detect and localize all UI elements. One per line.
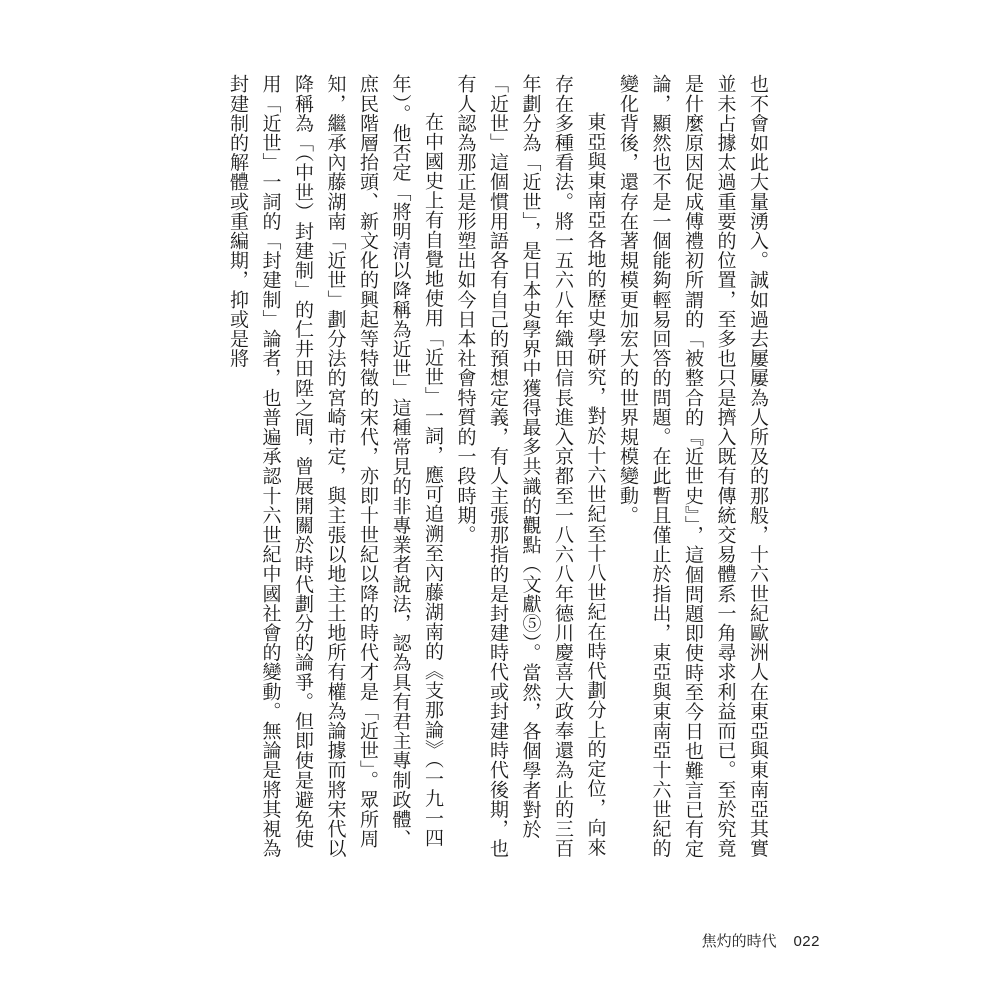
book-title: 焦灼的時代 xyxy=(701,932,777,950)
page-footer xyxy=(702,930,820,951)
paragraph-3: 在中國史上有自覺地使用「近世」一詞，應可追溯至內藤湖南的《支那論》（一九一四年）。他否定「將明清以降稱為近世」這種常見的非專業者說法，認為具有君主專制政體、庶民階層抬頭、新文化的興起等特徵的宋代，亦即十世紀以降的時代才是「近世」。眾所周知，繼承內藤湖南「近世」劃分法的宮崎市定，與主張以地主土地所有權為論據而將宋代以降稱為「（中世）封建制」的仁井田陞之間，曾展開關於時代劃分的論爭。但即使是避免使用「近世」一詞的「封建制」論者，也普遍承認十六世紀中國社會的變動。無論是將其視為封建制的解體或重編期，抑或是將 xyxy=(227,74,444,858)
paragraph-1: 也不會如此大量湧入。誠如過去屢屢為人所及的那般，十六世紀歐洲人在東亞與東南亞其實並未占據太過重要的位置，至多也只是擠入既有傳統交易體系一角尋求利益而已。至於究竟是什麼原因促成傅禮初所謂的「被整合的『近世史』」，這個問題即使時至今日也難言已有定論，顯然也不是一個能夠輕易回答的問題。在此暫且僅止於指出，東亞與東南亞十六世紀的變化背後，還存在著規模更加宏大的世界規模變動。 xyxy=(617,74,769,859)
paragraph-2: 東亞與東南亞各地的歷史學研究，對於十六世紀至十八世紀在時代劃分上的定位，向來存在多種看法。將一五六八年織田信長進入京都至一八六八年德川慶喜大政奉還為止的三百年劃分為「近世」，是日本史學界中獲得最多共識的觀點（文獻⑤）。當然，各個學者對於「近世」這個慣用語各有自己的預想定義，有人主張那指的是封建時代或封建時代後期，也有人認為那正是形塑出如今日本社會特質的一段時期。 xyxy=(454,74,607,858)
page-number: 022 xyxy=(793,933,820,950)
body-text xyxy=(222,74,775,864)
